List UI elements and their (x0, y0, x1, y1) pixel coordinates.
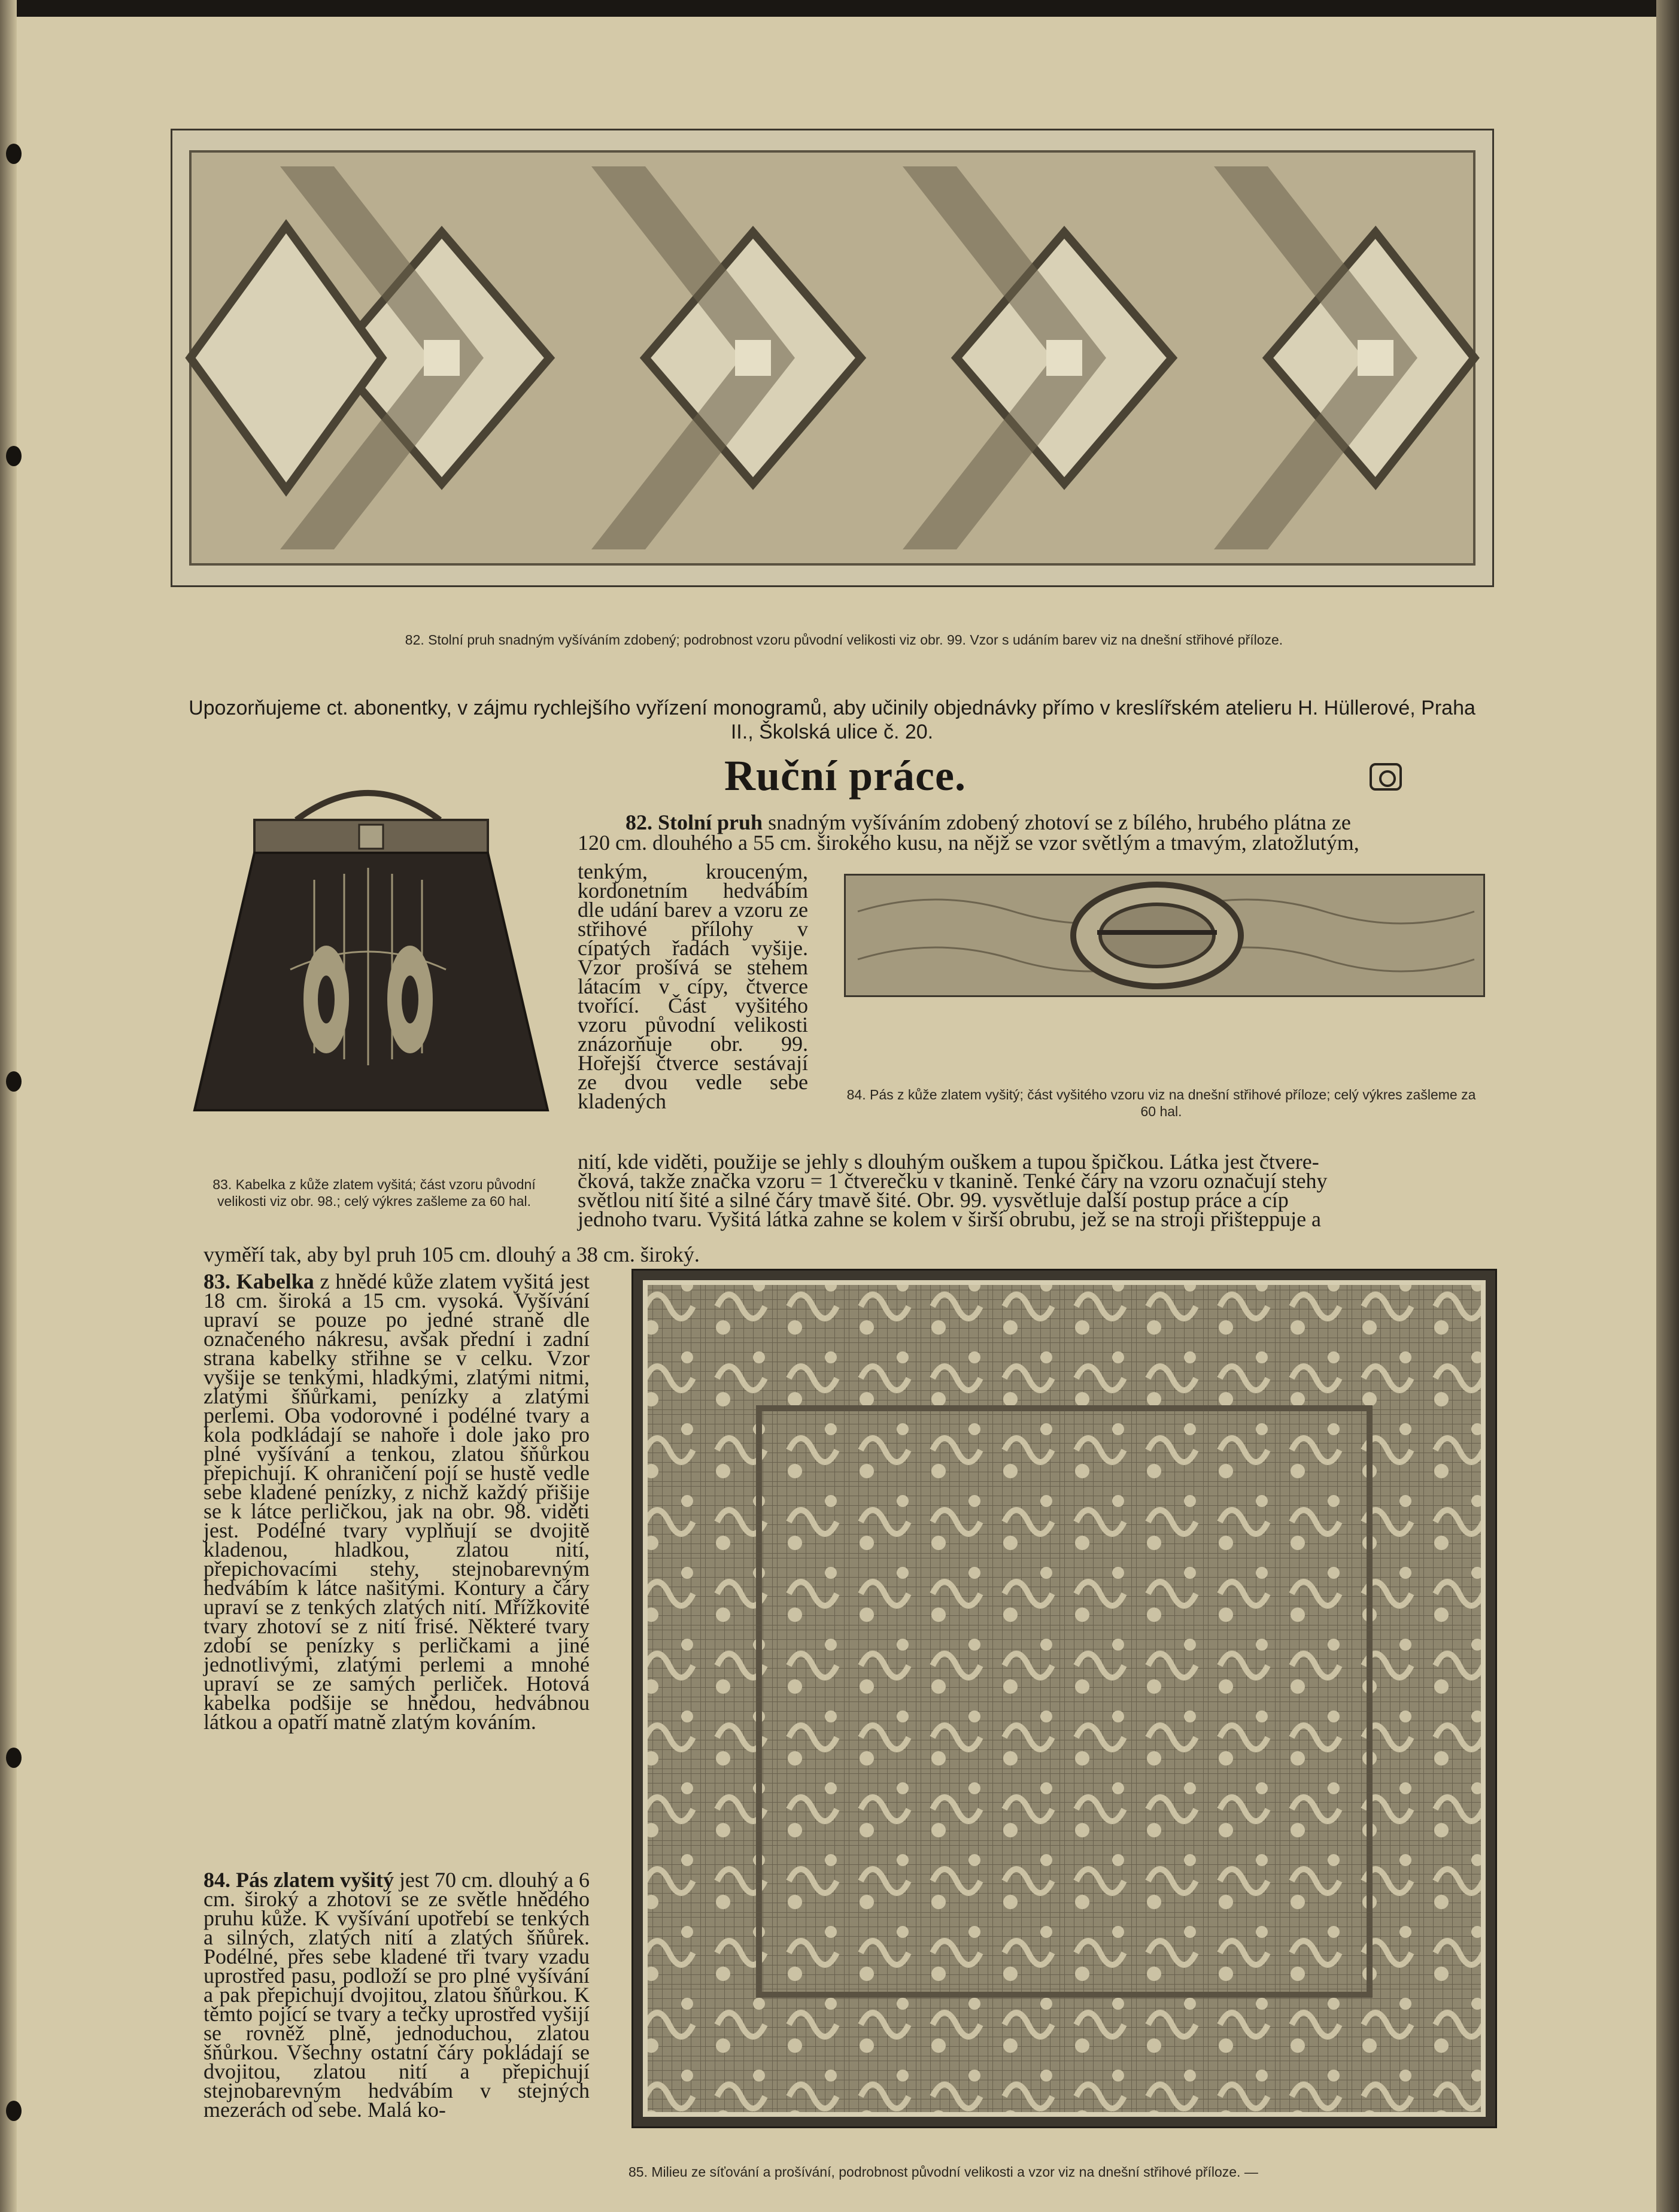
figure-83-handbag (189, 778, 554, 1113)
figure-84-caption: 84. Pás z kůže zlatem vyšitý; část vyšitého vzoru viz na dnešní střihové příloze; celý výkres zašleme za 60 hal. (846, 1087, 1476, 1119)
runner-pattern (172, 130, 1492, 585)
page-right-edge (1656, 0, 1679, 2212)
monogram-icon (1370, 763, 1402, 791)
binder-hole (6, 1071, 22, 1092)
binder-hole (6, 144, 22, 164)
paragraph-82-wide-2: čková, takže značka vzoru = 1 čtverečku v tkanině. Tenké čáry na vzoru označují stehy (578, 1169, 1328, 1193)
paragraph-82-line-2: 120 cm. dlouhého a 55 cm. širokého kusu, na nějž se vzor světlým a tmavým, zlatožlutým, (578, 831, 1359, 855)
page-title: Ruční práce. (724, 752, 966, 800)
paragraph-83 (204, 1269, 590, 1734)
belt-illustration (846, 876, 1483, 995)
paragraph-82-column: tenkým, krouceným, kordonetním hedvábím dle udání barev a vzoru ze střihové přílohy v cípatých řadách vyšije. Vzor prošívá se stehem látacím v cípy, čtverce tvořící. Část vyšitého vzoru původní velikosti znázorňuje obr. 99. Hořejší čtverce sestávají ze dvou vedle sebe kladených (578, 859, 808, 1113)
paragraph-82-wide-1: nití, kde viděti, použije se jehly s dlouhým ouškem a tupou špičkou. Látka jest čtvere- (578, 1150, 1319, 1174)
figure-83-caption: 83. Kabelka z kůže zlatem vyšitá; část vzoru původní velikosti viz obr. 98.; celý výkres zašleme za 60 hal. (212, 1177, 536, 1209)
figure-85-caption: 85. Milieu ze síťování a prošívání, podrobnost původní velikosti a vzor viz na dnešní střihové příloze. — (629, 2164, 1258, 2180)
paragraph-82-text-1: snadným vyšíváním zdobený zhotoví se z bílého, hrubého plátna ze (768, 810, 1351, 834)
paragraph-84-text: jest 70 cm. dlouhý a 6 cm. široký a zhotoví se ze světle hnědého pruhu kůže. K vyšívání upotřebí se tenkých a silných, zlatých nití a zlatých šňůrek. Podélné, přes sebe kladené tři tvary vzadu uprostřed pasu, podloží se pro plné vyšívání a pak přepichují dvojitou, zlatou šňůrkou. K těmto pojící se tvary a tečky uprostřed vyšijí se rovněž plně, jednoduchou, zlatou šňůrkou. Všechny ostatní čáry pokládají se dvojitou, zlatou nití a přepichují stejnobarevným hedvábím v stejných mezerách od sebe. Malá ko- (204, 1868, 590, 2122)
figure-84-belt (844, 874, 1485, 997)
binder-hole (6, 446, 22, 466)
paragraph-83-number: 83. Kabelka (204, 1269, 314, 1293)
figure-82-caption: 82. Stolní pruh snadným vyšíváním zdobený; podrobnost vzoru původní velikosti viz obr. 99. Vzor s udáním barev viz na dnešní střihové příloze. (405, 632, 1283, 648)
paragraph-83-text: z hnědé kůže zlatem vyšitá jest 18 cm. široká a 15 cm. vysoká. Vyšívání upraví se pouze po jedné straně dle označeného nákresu, avšak přední i zadní strana kabelky střihne se v celku. Vzor vyšije se tenkými, hladkými, zlatými nitmi, zlatými šňůrkami, penízky a zlatými perlemi. Oba vodorovné i podélné tvary a kola podkládají se nahoře i dole jako pro plné vyšívání a tenkou, zlatou šňůrkou přepichují. K ohraničení pojí se hustě vedle sebe kladené penízky, z nichž každý přišije se k látce perličkou, jak na obr. 98. viděti jest. Podélné tvary vyplňují se dvojitě kladenou, hladkou, zlatou nití, přepichovacími stehy, stejnobarevným hedvábím k látce našitými. Kontury a čáry upraví se z tenkých zlatých nití. Mřížkovité tvary zhotoví se z nití frisé. Některé tvary zdobí se penízky s perličkami a jiné jednotlivými, zlatými perlemi a mnohé upraví se ze samých perliček. Hotová kabelka podšije se hnědou, hedvábnou látkou a opatří matně zlatým kováním. (204, 1269, 590, 1734)
paragraph-84-number: 84. Pás zlatem vyšitý (204, 1868, 394, 1892)
page-top-edge (0, 0, 1679, 17)
handbag-illustration (189, 778, 554, 1113)
paragraph-82-last: vyměří tak, aby byl pruh 105 cm. dlouhý a 38 cm. široký. (204, 1242, 700, 1266)
milieu-lace-pattern (633, 1271, 1495, 2126)
binder-hole (6, 1748, 22, 1768)
figure-85-milieu (631, 1269, 1497, 2128)
atelier-notice: Upozorňujeme ct. abonentky, v zájmu rychlejšího vyřízení monogramů, aby učinily objednávky přímo v kreslířském atelieru H. Hüllerové, Praha II., Školská ulice č. 20. (189, 697, 1475, 743)
binder-hole (6, 2101, 22, 2121)
paragraph-82-line-1 (626, 810, 1351, 834)
paragraph-82-number: 82. Stolní pruh (626, 810, 763, 834)
figure-82-table-runner (171, 129, 1494, 587)
paragraph-82-wide-4: jednoho tvaru. Vyšitá látka zahne se kolem v širší obrubu, jež se na stroji přišteppuje a (578, 1207, 1322, 1231)
paragraph-82-wide-3: světlou nití šité a silné čáry tmavě šité. Obr. 99. vysvětluje další postup práce a cíp (578, 1188, 1289, 1212)
paragraph-84 (204, 1868, 590, 2122)
page-left-edge (0, 0, 17, 2212)
